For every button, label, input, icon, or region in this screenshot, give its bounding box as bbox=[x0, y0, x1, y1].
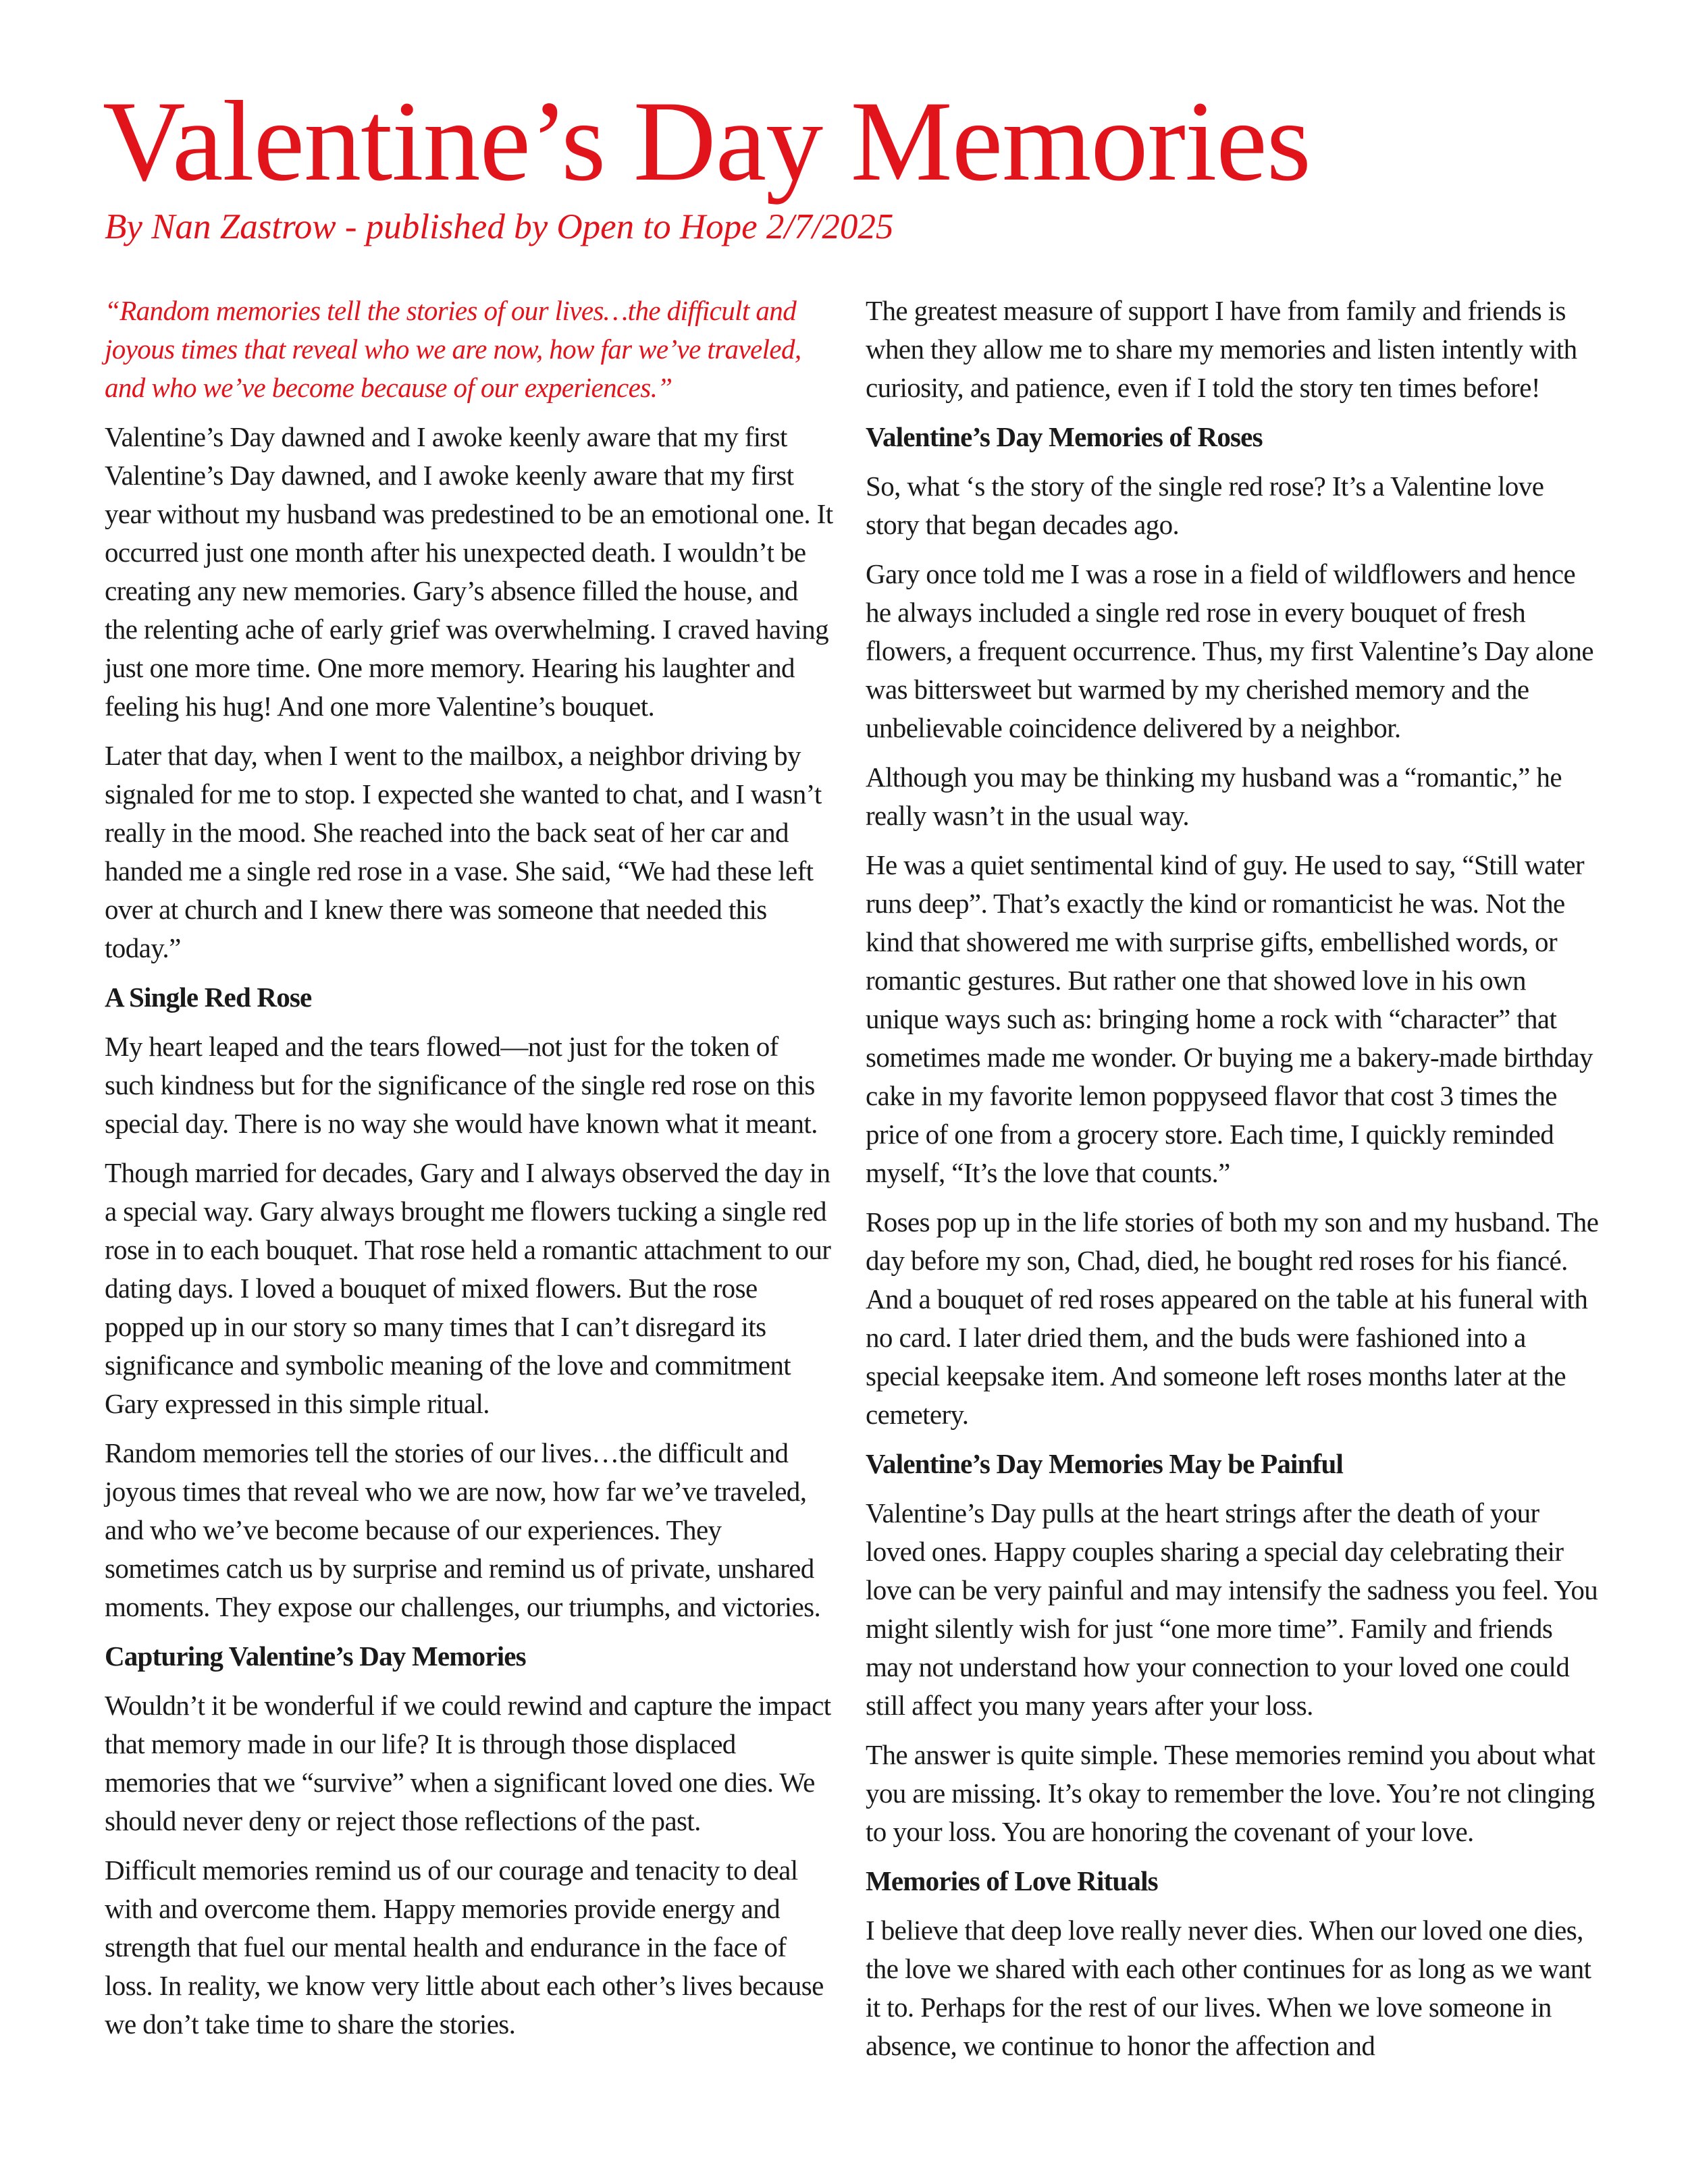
section-heading: A Single Red Rose bbox=[105, 982, 312, 1013]
body-paragraph: Later that day, when I went to the mailbox, a neighbor driving by signaled for me to stop. I expected she wanted to chat, and I wasn’t really in the mood. She reached into the back seat of her car and handed me a single red rose in a vase. She said, “We had these left over at church and I knew there was someone that needed this today.” bbox=[105, 740, 822, 963]
section-heading: Capturing Valentine’s Day Memories bbox=[105, 1641, 526, 1672]
body-paragraph: He was a quiet sentimental kind of guy. He used to say, “Still water runs deep”. That’s exactly the kind or romanticist he was. Not the kind that showered me with surprise gifts, embellished words, or romantic gestures. But rather one that showed love in his own unique ways such as: bringing home a rock with “character” that sometimes made me wonder. Or buying me a bakery-made birthday cake in my favorite lemon poppyseed flavor that cost 3 times the price of one from a grocery store. Each time, I quickly reminded myself, “It’s the love that counts.” bbox=[866, 849, 1593, 1188]
article-byline: By Nan Zastrow - published by Open to Hope 2/7/2025 bbox=[105, 207, 894, 246]
body-paragraph: I believe that deep love really never dies. When our loved one dies, the love we shared with each other continues for as long as we want it to. Perhaps for the rest of our lives. When we love someone in absence, we continue to honor the affection and bbox=[866, 1915, 1591, 2061]
section-heading: Memories of Love Rituals bbox=[866, 1865, 1158, 1896]
body-paragraph: Although you may be thinking my husband was a “romantic,” he really wasn’t in the usual way. bbox=[866, 762, 1562, 831]
lead-quote: “Random memories tell the stories of our lives…the difficult and joyous times that reveal who we are now, how far we’ve traveled, and who we’ve become because of our experiences.” bbox=[105, 295, 801, 403]
body-paragraph: The answer is quite simple. These memories remind you about what you are missing. It’s okay to remember the love. You’re not clinging to your loss. You are honoring the covenant of your love. bbox=[866, 1739, 1595, 1847]
body-paragraph: Though married for decades, Gary and I always observed the day in a special way. Gary always brought me flowers tucking a single red rose in to each bouquet. That rose held a romantic attachment to our dating days. I loved a bouquet of mixed flowers. But the rose popped up in our story so many times that I can’t disregard its significance and symbolic meaning of the love and commitment Gary expressed in this simple ritual. bbox=[105, 1157, 831, 1419]
body-paragraph: Valentine’s Day pulls at the heart strings after the death of your loved ones. Happy couples sharing a special day celebrating their love can be very painful and may intensify the sadness you feel. You might silently wish for just “one more time”. Family and friends may not understand how your connection to your loved one could still affect you many years after your loss. bbox=[866, 1497, 1598, 1721]
section-heading: Valentine’s Day Memories of Roses bbox=[866, 421, 1263, 452]
left-column bbox=[105, 292, 834, 2054]
right-column-body bbox=[866, 292, 1602, 2065]
body-paragraph: Valentine’s Day dawned and I awoke keenly aware that my first Valentine’s Day dawned, and I awoke keenly aware that my first year without my husband was predestined to be an emotional one. It occurred just one month after his unexpected death. I wouldn’t be creating any new memories. Gary’s absence filled the house, and the relenting ache of early grief was overwhelming. I craved having just one more time. One more memory. Hearing his laughter and feeling his hug! And one more Valentine’s bouquet. bbox=[105, 421, 833, 722]
right-column bbox=[866, 292, 1602, 2076]
body-paragraph: So, what ‘s the story of the single red rose? It’s a Valentine love story that began decades ago. bbox=[866, 471, 1544, 540]
article-title: Valentine’s Day Memories bbox=[103, 78, 1311, 205]
section-heading: Valentine’s Day Memories May be Painful bbox=[866, 1448, 1344, 1479]
body-paragraph: Difficult memories remind us of our courage and tenacity to deal with and overcome them. Happy memories provide energy and strength that fuel our mental health and endurance in the face of loss. In reality, we know very little about each other’s lives because we don’t take time to share the stories. bbox=[105, 1855, 824, 2040]
body-paragraph: Roses pop up in the life stories of both my son and my husband. The day before my son, Chad, died, he bought red roses for his fiancé. And a bouquet of red roses appeared on the table at his funeral with no card. I later dried them, and the buds were fashioned into a special keepsake item. And someone left roses months later at the cemetery. bbox=[866, 1206, 1599, 1430]
body-paragraph: My heart leaped and the tears flowed—not just for the token of such kindness but for the significance of the single red rose on this special day. There is no way she would have known what it meant. bbox=[105, 1031, 818, 1139]
body-paragraph: Random memories tell the stories of our lives…the difficult and joyous times that reveal who we are now, how far we’ve traveled, and who we’ve become because of our experiences. They sometimes catch us by surprise and remind us of private, unshared moments. They expose our challenges, our triumphs, and victories. bbox=[105, 1437, 821, 1622]
left-column-body bbox=[105, 418, 834, 2044]
body-paragraph: Wouldn’t it be wonderful if we could rewind and capture the impact that memory made in our life? It is through those displaced memories that we “survive” when a significant loved one dies. We should never deny or reject those reflections of the past. bbox=[105, 1690, 831, 1836]
body-paragraph: Gary once told me I was a rose in a field of wildflowers and hence he always included a single red rose in every bouquet of fresh flowers, a frequent occurrence. Thus, my first Valentine’s Day alone was bittersweet but warmed by my cherished memory and the unbelievable coincidence delivered by a neighbor. bbox=[866, 558, 1593, 743]
body-paragraph: The greatest measure of support I have from family and friends is when they allow me to share my memories and listen intently with curiosity, and patience, even if I told the story ten times before! bbox=[866, 295, 1577, 403]
